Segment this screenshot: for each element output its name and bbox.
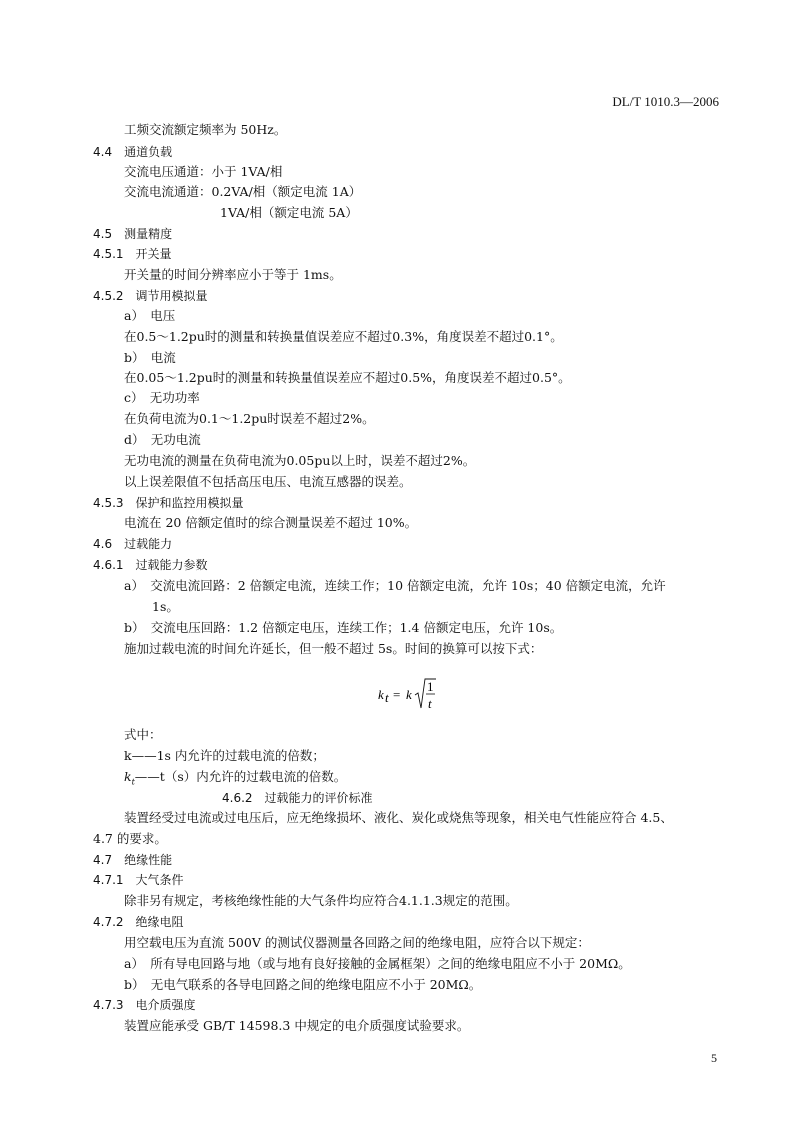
text-line: 装置经受过电流或过电压后，应无绝缘损坏、液化、炭化或烧焦等现象，相关电气性能应符合 4.5、 (124, 810, 673, 825)
symbol-k: k (124, 769, 132, 784)
list-item: a） 所有导电回路与地（或与地有良好接触的金属框架）之间的绝缘电阻应不小于 20MΩ。 (124, 956, 631, 971)
formula-lhs: k (378, 687, 384, 702)
text-line: 交流电压通道：小于 1VA/相 (124, 164, 283, 179)
text-line: 1VA/相（额定电流 5A） (220, 205, 358, 220)
symbol-definition (124, 769, 346, 791)
overload-formula (378, 677, 438, 717)
text-line: 在0.05～1.2pu时的测量和转换量值误差应不超过0.5%，角度误差不超过0.5°。 (124, 370, 571, 385)
symbol-subscript: t (131, 777, 135, 787)
text-line: 4.7 的要求。 (93, 831, 167, 846)
text-line: 无功电流的测量在负荷电流为0.05pu以上时，误差不超过2%。 (124, 453, 476, 468)
section-heading: 4.5.2 调节用模拟量 (93, 289, 208, 303)
section-heading: 4.7.1 大气条件 (93, 873, 184, 887)
list-item: b） 无电气联系的各导电回路之间的绝缘电阻应不小于 20MΩ。 (124, 977, 482, 992)
formula-eq: = (393, 687, 401, 702)
text-line: 施加过载电流的时间允许延长，但一般不超过 5s。时间的换算可以按下式： (124, 641, 543, 656)
page-number: 5 (711, 1051, 717, 1065)
text-line: 装置应能承受 GB/T 14598.3 中规定的电介质强度试验要求。 (124, 1018, 470, 1033)
list-item: a） 交流电流回路：2 倍额定电流，连续工作；10 倍额定电流，允许 10s；40 倍额定电流，允许 (124, 578, 666, 593)
section-heading: 4.7.2 绝缘电阻 (93, 915, 184, 929)
section-heading: 4.6.2 过载能力的评价标准 (222, 791, 373, 805)
list-item-label: c） 无功功率 (124, 390, 200, 405)
section-heading: 4.5.3 保护和监控用模拟量 (93, 496, 244, 510)
formula-numerator: 1 (427, 679, 434, 694)
symbol-definition: k——1s 内允许的过载电流的倍数； (124, 748, 325, 763)
section-heading: 4.7 绝缘性能 (93, 853, 173, 867)
list-item-label: a） 电压 (124, 308, 176, 323)
section-heading: 4.5 测量精度 (93, 227, 173, 241)
text-line: 交流电流通道：0.2VA/相（额定电流 1A） (124, 184, 362, 199)
text-line: 在0.5～1.2pu时的测量和转换量值误差应不超过0.3%，角度误差不超过0.1°。 (124, 329, 563, 344)
text-line: 用空载电压为直流 500V 的测试仪器测量各回路之间的绝缘电阻，应符合以下规定： (124, 935, 590, 950)
text-line: 1s。 (152, 599, 179, 614)
formula-coef: k (406, 687, 412, 702)
formula-denominator: t (428, 696, 432, 711)
list-item-label: d） 无功电流 (124, 432, 201, 447)
list-item-label: b） 电流 (124, 350, 176, 365)
document-code-header: DL/T 1010.3—2006 (612, 94, 719, 109)
text-line: 式中： (124, 727, 162, 742)
text-line: 在负荷电流为0.1～1.2pu时误差不超过2%。 (124, 411, 375, 426)
section-heading: 4.7.3 电介质强度 (93, 998, 196, 1012)
formula-lhs-sub: t (385, 690, 389, 705)
text-line: 工频交流额定频率为 50Hz。 (124, 122, 287, 137)
text-line: 除非另有规定，考核绝缘性能的大气条件均应符合4.1.1.3规定的范围。 (124, 893, 518, 908)
section-heading: 4.4 通道负载 (93, 145, 173, 159)
list-item: b） 交流电压回路：1.2 倍额定电压，连续工作；1.4 倍额定电压，允许 10s。 (124, 620, 563, 635)
symbol-definition-text: t（s）内允许的过载电流的倍数。 (159, 769, 347, 784)
section-heading: 4.6 过载能力 (93, 537, 173, 551)
symbol-dash: —— (134, 769, 160, 784)
text-line: 以上误差限值不包括高压电压、电流互感器的误差。 (124, 474, 412, 489)
text-line: 电流在 20 倍额定值时的综合测量误差不超过 10%。 (124, 515, 418, 530)
text-line: 开关量的时间分辨率应小于等于 1ms。 (124, 267, 342, 282)
section-heading: 4.6.1 过载能力参数 (93, 558, 208, 572)
section-heading: 4.5.1 开关量 (93, 247, 172, 261)
